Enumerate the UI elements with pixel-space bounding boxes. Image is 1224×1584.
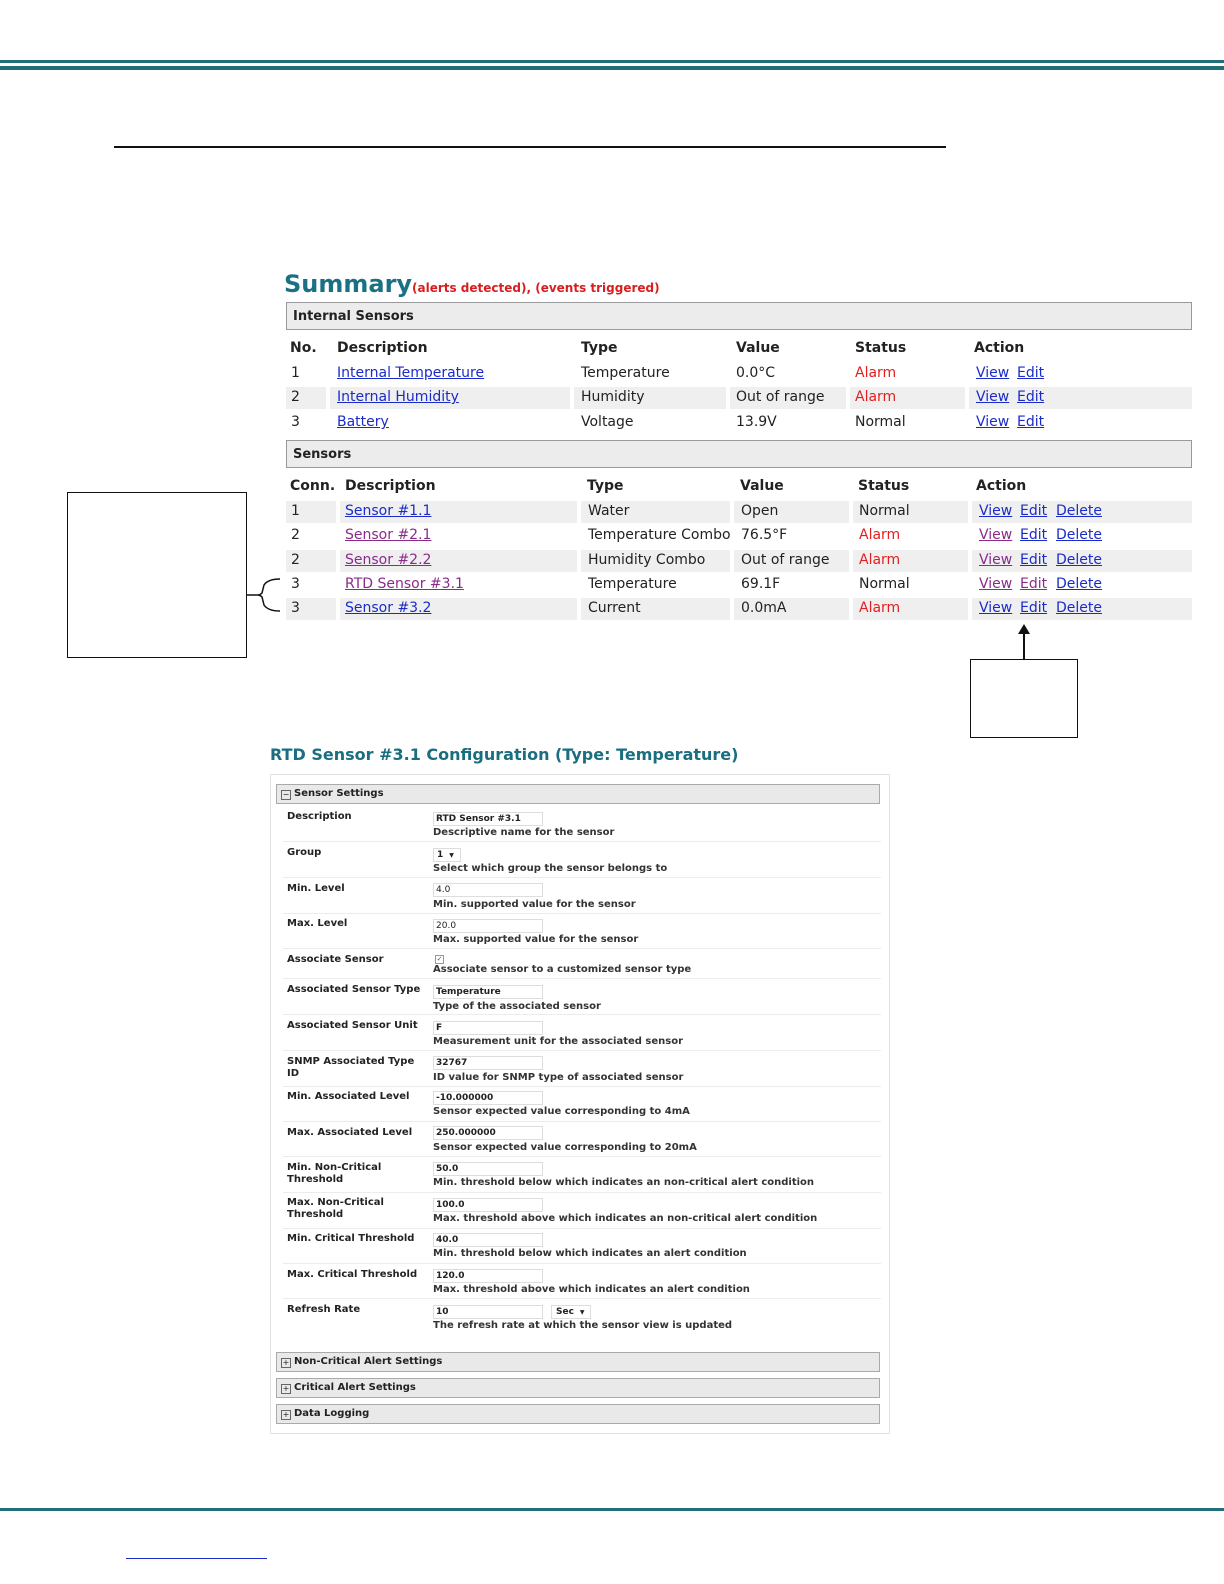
row-no: 1 — [291, 365, 300, 381]
min-level-label: Min. Level — [287, 883, 345, 894]
col-status: Status — [855, 340, 907, 356]
col-description: Description — [337, 340, 428, 356]
max-noncrit-label: Max. Non-Critical Threshold — [287, 1197, 384, 1220]
row-type: Current — [588, 600, 641, 616]
refresh-rate-input[interactable]: 10 — [433, 1305, 543, 1319]
table-row — [286, 501, 1192, 523]
min-noncrit-help: Min. threshold below which indicates an non-critical alert condition — [433, 1177, 815, 1188]
min-crit-input[interactable]: 40.0 — [433, 1233, 543, 1247]
associate-sensor-checkbox[interactable]: ✓ — [436, 955, 443, 963]
max-crit-label: Max. Critical Threshold — [287, 1269, 418, 1280]
max-crit-input[interactable]: 120.0 — [433, 1269, 543, 1283]
min-crit-label: Min. Critical Threshold — [287, 1233, 415, 1244]
row-type: Temperature Combo — [588, 527, 731, 543]
row-conn: 3 — [291, 600, 300, 616]
row-value: Out of range — [736, 389, 825, 405]
assoc-unit-input[interactable]: F — [433, 1021, 543, 1035]
internal-humidity-link[interactable]: Internal Humidity — [337, 389, 459, 405]
table-row — [286, 412, 1192, 434]
delete-link[interactable]: Delete — [1056, 576, 1102, 592]
max-level-help: Max. supported value for the sensor — [433, 934, 639, 945]
col-no: No. — [290, 340, 317, 356]
sensor-link[interactable]: Sensor #2.1 — [345, 527, 432, 543]
row-conn: 2 — [291, 527, 300, 543]
row-no: 2 — [291, 389, 300, 405]
table-row — [286, 525, 1192, 547]
row-conn: 3 — [291, 576, 300, 592]
status-badge: Alarm — [859, 600, 901, 616]
col-status: Status — [858, 478, 910, 494]
delete-link[interactable]: Delete — [1056, 527, 1102, 543]
row-type: Temperature — [581, 365, 670, 381]
row-value: 0.0°C — [736, 365, 776, 381]
sensor-settings-bar[interactable] — [276, 784, 880, 804]
min-assoc-level-label: Min. Associated Level — [287, 1091, 410, 1102]
description-label: Description — [287, 811, 352, 822]
col-value: Value — [736, 340, 780, 356]
col-description: Description — [345, 478, 436, 494]
refresh-rate-help: The refresh rate at which the sensor view is updated — [433, 1320, 733, 1331]
table-row — [286, 598, 1192, 620]
assoc-unit-label: Associated Sensor Unit — [287, 1020, 418, 1031]
refresh-unit-value: Sec — [556, 1307, 574, 1317]
row-value: 13.9V — [736, 414, 777, 430]
expand-icon: + — [282, 1410, 290, 1419]
row-value: Open — [741, 503, 779, 519]
section-title-underline — [114, 146, 946, 148]
battery-link[interactable]: Battery — [337, 414, 389, 430]
col-conn: Conn. — [290, 478, 336, 494]
footer-rule — [0, 1508, 1224, 1511]
max-level-label: Max. Level — [287, 918, 348, 929]
critical-alert-settings-label: Critical Alert Settings — [294, 1382, 416, 1393]
delete-link[interactable]: Delete — [1056, 552, 1102, 568]
edit-link[interactable]: Edit — [1017, 414, 1045, 430]
assoc-type-help: Type of the associated sensor — [433, 1001, 601, 1012]
status-badge: Normal — [855, 414, 906, 430]
max-crit-help: Max. threshold above which indicates an alert condition — [433, 1284, 750, 1295]
header-rule-thick — [0, 60, 1224, 63]
view-link[interactable]: View — [979, 503, 1013, 519]
table-row — [286, 574, 1192, 596]
assoc-unit-help: Measurement unit for the associated sensor — [433, 1036, 684, 1047]
max-assoc-level-help: Sensor expected value corresponding to 20mA — [433, 1142, 697, 1153]
expand-icon: + — [282, 1384, 290, 1393]
delete-link[interactable]: Delete — [1056, 600, 1102, 616]
chevron-down-icon: ▼ — [449, 852, 454, 859]
assoc-type-label: Associated Sensor Type — [287, 984, 421, 995]
sensors-header: Sensors — [286, 440, 1192, 468]
critical-alert-settings-bar[interactable] — [276, 1378, 880, 1398]
edit-link[interactable]: Edit — [1020, 503, 1048, 519]
view-link[interactable]: View — [979, 600, 1013, 616]
table-row — [286, 550, 1192, 572]
edit-link[interactable]: Edit — [1017, 365, 1045, 381]
min-level-input[interactable]: 4.0 — [433, 883, 543, 897]
table-row — [286, 387, 1192, 409]
min-level-help: Min. supported value for the sensor — [433, 899, 636, 910]
sensor-link[interactable]: RTD Sensor #3.1 — [345, 576, 464, 592]
min-assoc-level-input[interactable]: -10.000000 — [433, 1091, 543, 1105]
callout-box-left — [67, 492, 247, 658]
sensor-link[interactable]: Sensor #1.1 — [345, 503, 432, 519]
edit-link[interactable]: Edit — [1017, 389, 1045, 405]
row-value: Out of range — [741, 552, 830, 568]
view-link[interactable]: View — [976, 365, 1010, 381]
collapse-icon: − — [282, 790, 290, 799]
row-type: Voltage — [581, 414, 634, 430]
description-help: Descriptive name for the sensor — [433, 827, 615, 838]
delete-link[interactable]: Delete — [1056, 503, 1102, 519]
edit-link[interactable]: Edit — [1020, 576, 1048, 592]
non-critical-alert-settings-bar[interactable] — [276, 1352, 880, 1372]
group-label: Group — [287, 847, 322, 858]
snmp-type-id-label: SNMP Associated Type ID — [287, 1056, 415, 1079]
callout-box-right — [970, 659, 1078, 738]
status-badge: Normal — [859, 576, 910, 592]
snmp-type-id-input[interactable]: 32767 — [433, 1056, 543, 1070]
row-no: 3 — [291, 414, 300, 430]
arrow-up-icon — [1016, 622, 1032, 660]
table-row — [286, 363, 1192, 385]
assoc-type-input[interactable]: Temperature — [433, 985, 543, 999]
sensor-link[interactable]: Sensor #3.2 — [345, 600, 432, 616]
status-badge: Alarm — [855, 365, 897, 381]
max-noncrit-input[interactable]: 100.0 — [433, 1198, 543, 1212]
col-action: Action — [974, 340, 1025, 356]
chevron-down-icon: ▼ — [579, 1309, 585, 1316]
min-crit-help: Min. threshold below which indicates an alert condition — [433, 1248, 747, 1259]
status-badge: Normal — [859, 503, 910, 519]
view-link[interactable]: View — [979, 527, 1013, 543]
row-type: Temperature — [588, 576, 677, 592]
edit-link[interactable]: Edit — [1020, 527, 1048, 543]
col-type: Type — [587, 478, 624, 494]
data-logging-label: Data Logging — [294, 1408, 370, 1419]
max-level-input[interactable]: 20.0 — [433, 919, 543, 933]
row-type: Humidity Combo — [588, 552, 706, 568]
description-input[interactable]: RTD Sensor #3.1 — [433, 812, 543, 826]
max-noncrit-help: Max. threshold above which indicates an non-critical alert condition — [433, 1213, 818, 1224]
non-critical-alert-settings-label: Non-Critical Alert Settings — [294, 1356, 443, 1367]
footer-link-underline — [126, 1558, 267, 1559]
view-link[interactable]: View — [976, 389, 1010, 405]
status-badge: Alarm — [859, 527, 901, 543]
refresh-unit-select[interactable] — [551, 1305, 591, 1319]
associate-sensor-label: Associate Sensor — [287, 954, 384, 965]
view-link[interactable]: View — [976, 414, 1010, 430]
row-value: 76.5°F — [741, 527, 788, 543]
edit-link[interactable]: Edit — [1020, 552, 1048, 568]
header-rule-thin — [0, 66, 1224, 70]
sensor-settings-label: Sensor Settings — [294, 788, 384, 799]
row-conn: 2 — [291, 552, 300, 568]
view-link[interactable]: View — [979, 552, 1013, 568]
internal-sensors-header: Internal Sensors — [286, 302, 1192, 330]
data-logging-bar[interactable] — [276, 1404, 880, 1424]
row-conn: 1 — [291, 503, 300, 519]
internal-temperature-link[interactable]: Internal Temperature — [337, 365, 485, 381]
min-assoc-level-help: Sensor expected value corresponding to 4mA — [433, 1106, 690, 1117]
status-badge: Alarm — [855, 389, 897, 405]
col-type: Type — [581, 340, 618, 356]
row-value: 0.0mA — [741, 600, 787, 616]
summary-title: Summary — [284, 270, 413, 298]
sensor-link[interactable]: Sensor #2.2 — [345, 552, 432, 568]
edit-link[interactable]: Edit — [1020, 600, 1048, 616]
row-value: 69.1F — [741, 576, 781, 592]
config-title: RTD Sensor #3.1 Configuration (Type: Temperature) — [270, 745, 739, 764]
row-type: Water — [588, 503, 630, 519]
associate-sensor-help: Associate sensor to a customized sensor type — [433, 964, 692, 975]
bracket-connector — [244, 575, 284, 615]
snmp-type-id-help: ID value for SNMP type of associated sensor — [433, 1072, 684, 1083]
max-assoc-level-input[interactable]: 250.000000 — [433, 1126, 543, 1140]
col-action: Action — [976, 478, 1027, 494]
group-help: Select which group the sensor belongs to — [433, 863, 668, 874]
view-link[interactable]: View — [979, 576, 1013, 592]
min-noncrit-label: Min. Non-Critical Threshold — [287, 1162, 382, 1185]
group-value: 1 — [437, 850, 444, 860]
col-value: Value — [740, 478, 784, 494]
status-badge: Alarm — [859, 552, 901, 568]
min-noncrit-input[interactable]: 50.0 — [433, 1162, 543, 1176]
row-type: Humidity — [581, 389, 645, 405]
max-assoc-level-label: Max. Associated Level — [287, 1127, 413, 1138]
alerts-note: (alerts detected), (events triggered) — [412, 281, 660, 295]
expand-icon: + — [282, 1358, 290, 1367]
refresh-rate-label: Refresh Rate — [287, 1304, 361, 1315]
group-select[interactable] — [433, 848, 461, 862]
